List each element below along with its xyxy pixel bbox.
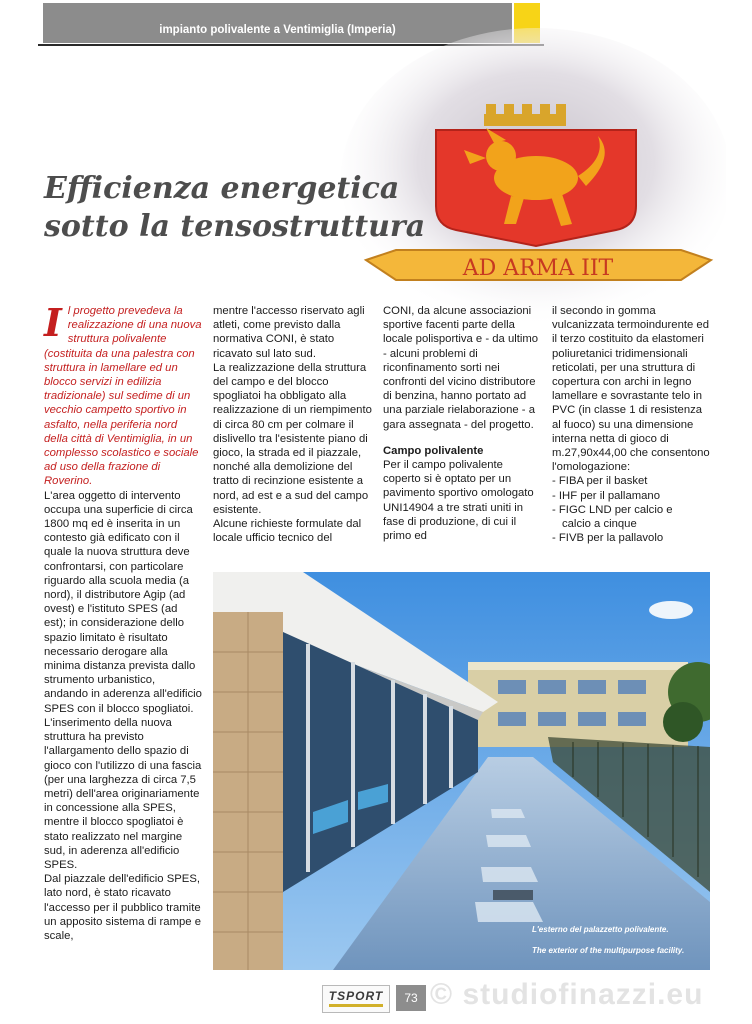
body-paragraph: Per il campo polivalente coperto si è optato per un pavimento sportivo omologato UNI14904 a tre strati uniti in fase di produzione, di cui il primo ed: [383, 459, 534, 543]
article-title: [44, 170, 425, 246]
magazine-logo: [322, 985, 390, 1013]
text-column-4: [552, 304, 712, 545]
list-item: calcio a cinque: [562, 518, 637, 531]
logo-bar: [329, 1004, 383, 1007]
text-column-2: [213, 304, 373, 545]
photo-caption-italian: L'esterno del palazzetto polivalente.: [532, 925, 669, 934]
body-paragraph: il secondo in gomma vulcanizzata termoindurente ed il terzo costituito da elastomeri poliuretanici tridimensionali reticolati, per una struttura di copertura con archi in legno lamellare e sovrastante telo in PVC (in classe 1 di resistenza al fuoco) su una dimensione interna netta di gioco di m.27,90x44,00 che consentono l'omologazione:: [552, 305, 710, 474]
title-line-2: sotto la tensostruttura: [44, 209, 426, 244]
subheading: Campo polivalente: [383, 444, 484, 457]
text-column-1: [44, 300, 202, 943]
intro-paragraph: [44, 300, 202, 489]
photo-caption-english: The exterior of the multipurpose facility.: [532, 946, 685, 955]
intro-text: l progetto prevedeva la realizzazione di una nuova struttura polivalente (costituita da una palestra con struttura in lamellare ed un blocco servizi in edilizia tradizionale) sul sedime di un vecchio campetto sportivo in asfalto, nella periferia nord della città di Ventimiglia, in un complesso scolastico e sociale ad uso della frazione di Roverino.: [44, 305, 202, 488]
text-column-3: [383, 304, 543, 543]
body-paragraph: L'area oggetto di intervento occupa una superficie di circa 1800 mq ed è inserita in un contesto già edificato con il quale la nuova struttura deve confrontarsi, con particolare riguardo alla scuola media (a nord), il distributore Agip (ad ovest) e l'istituto SPES (ad est); in considerazione dello spazio limitato è risultato necessario derogare alla minima distanza prevista dallo strumento urbanistico, andando in aderenza all'edificio SPES con il blocco spogliatoi.: [44, 489, 202, 715]
motto-text: AD ARMA IIT: [462, 256, 614, 281]
list-item: - FIVB per la pallavolo: [552, 532, 664, 545]
body-paragraph: mentre l'accesso riservato agli atleti, come previsto dalla normativa CONI, è stato ricavato sul lato sud.: [213, 305, 365, 360]
body-paragraph: La realizzazione della struttura del campo e del blocco spogliatoi ha obbligato alla realizzazione di un riempimento di circa 80 cm per colmare il dislivello tra l'esistente piano di gioco, la strada ed il piazzale, nonché alla demolizione del tratto di recinzione esistente a nord, ad est e a sud del campo esistente.: [213, 361, 372, 516]
body-paragraph: CONI, da alcune associazioni sportive facenti parte della locale polisportiva e - da ultimo - alcuni problemi di riconfinamento sorti nei confronti del vicino distributore di benzina, hanno portato ad una parziale rielaborazione - a gara assegnata - del progetto.: [383, 305, 539, 431]
list-item: - IHF per il pallamano: [552, 489, 660, 502]
body-paragraph: Dal piazzale dell'edificio SPES, lato nord, è stato ricavato l'accesso per il pubblico tramite un apposito sistema di rampe e scale,: [44, 873, 201, 942]
logo-text: TSPORT: [328, 989, 384, 1003]
body-paragraph: Alcune richieste formulate dal locale ufficio tecnico del: [213, 518, 362, 545]
drop-cap: I: [44, 300, 62, 345]
body-paragraph: L'inserimento della nuova struttura ha previsto l'allargamento dello spazio di gioco con l'utilizzo di una fascia (per una larghezza di circa 7,5 metri) dell'area originariamente in concessione alla SPES, mentre il blocco spogliatoi è stato realizzato nel margine sud, in aderenza all'edificio SPES.: [44, 716, 202, 871]
title-line-1: Efficienza energetica: [44, 171, 400, 206]
watermark-text: © studiofinazzi.eu: [430, 978, 704, 1011]
facility-photo: [213, 572, 710, 970]
section-title: impianto polivalente a Ventimiglia (Imperia): [159, 24, 396, 36]
list-item: - FIBA per il basket: [552, 475, 648, 488]
list-item: - FIGC LND per calcio e: [552, 503, 673, 516]
page-number: 73: [396, 985, 426, 1011]
